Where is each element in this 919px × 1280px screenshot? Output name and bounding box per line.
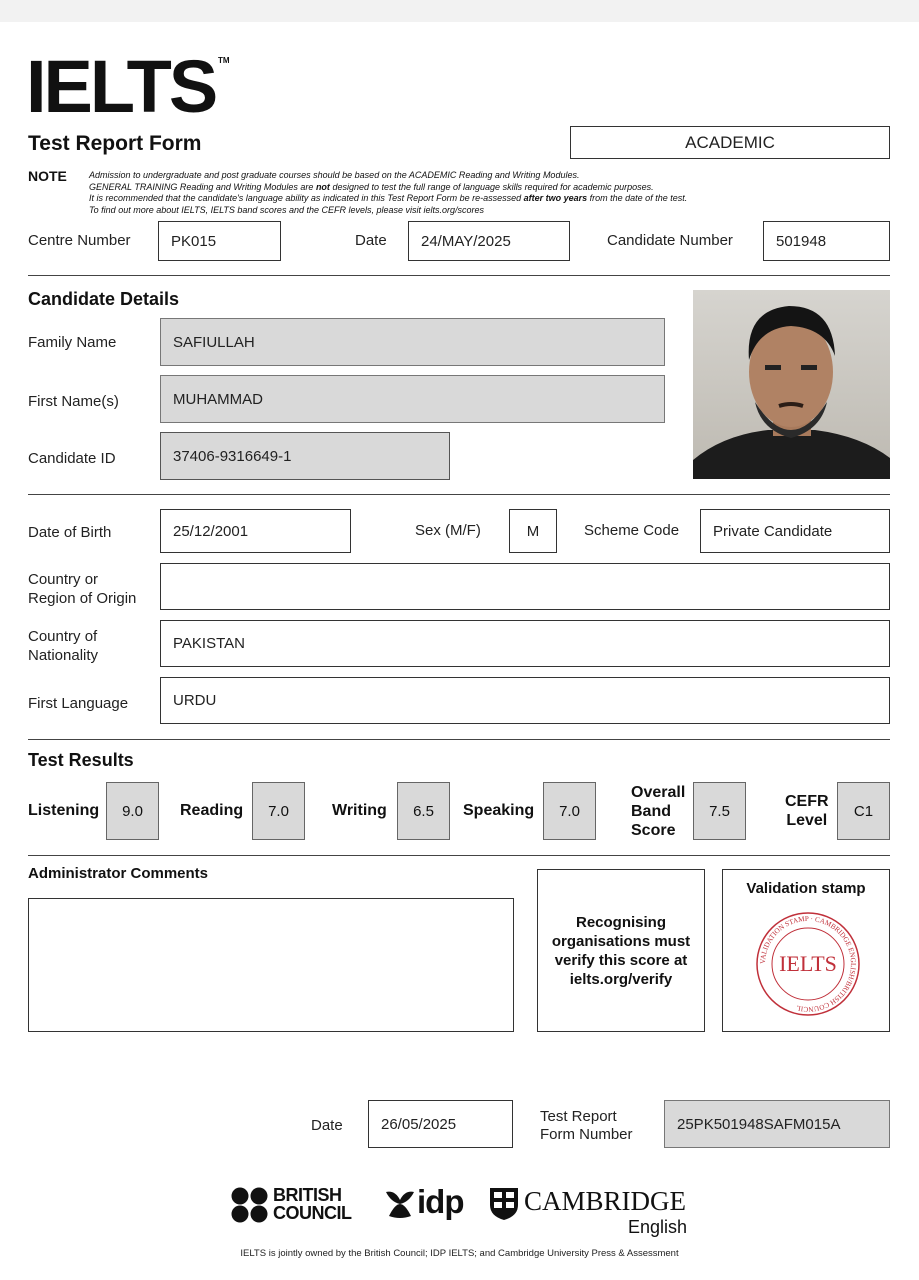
dob-label: Date of Birth xyxy=(28,524,112,541)
overall-band-label: Overall Band Score xyxy=(631,784,686,839)
issue-date-field: 26/05/2025 xyxy=(368,1100,513,1148)
candidate-number-label: Candidate Number xyxy=(607,232,733,249)
candidate-photo xyxy=(693,290,890,479)
writing-score: 6.5 xyxy=(397,782,450,840)
centre-number-field: PK015 xyxy=(158,221,281,261)
candidate-id-label: Candidate ID xyxy=(28,450,116,467)
admin-comments-box xyxy=(28,898,514,1032)
first-language-label: First Language xyxy=(28,695,129,712)
validation-stamp xyxy=(754,910,862,1018)
first-name-label: First Name(s) xyxy=(28,393,119,410)
speaking-label: Speaking xyxy=(463,802,535,819)
test-date-label: Date xyxy=(355,232,387,249)
validation-stamp-label: Validation stamp xyxy=(746,880,866,897)
british-council-logo: BRITISH COUNCIL xyxy=(231,1186,361,1224)
note-label: NOTE xyxy=(28,168,67,184)
listening-label: Listening xyxy=(28,802,100,819)
idp-logo: idp xyxy=(383,1186,468,1222)
trademark-mark: TM xyxy=(218,56,230,65)
top-strip xyxy=(0,0,919,22)
cefr-level-value: C1 xyxy=(837,782,890,840)
divider xyxy=(28,275,890,276)
sex-label: Sex (M/F) xyxy=(415,522,481,539)
speaking-score: 7.0 xyxy=(543,782,596,840)
verify-notice: Recognising organisations must verify this score at ielts.org/verify xyxy=(537,869,705,1032)
first-language-field: URDU xyxy=(160,677,890,724)
divider xyxy=(28,855,890,856)
issue-date-label: Date xyxy=(311,1117,343,1134)
svg-text:VALIDATION STAMP · CAMBRIDGE E: VALIDATION STAMP · CAMBRIDGE ENGLISH/BRITISH COUNCIL xyxy=(758,914,858,1014)
test-date-field: 24/MAY/2025 xyxy=(408,221,570,261)
module-box: ACADEMIC xyxy=(570,126,890,159)
scheme-code-label: Scheme Code xyxy=(584,522,680,539)
family-name-field: SAFIULLAH xyxy=(160,318,665,366)
nationality-label: Country of Nationality xyxy=(28,628,99,664)
ownership-note: IELTS is jointly owned by the British Council; IDP IELTS; and Cambridge University Press & Assessment xyxy=(240,1248,679,1259)
validation-stamp-box xyxy=(722,869,890,1032)
form-title: Test Report Form xyxy=(28,132,202,155)
trf-number-field: 25PK501948SAFM015A xyxy=(664,1100,890,1148)
origin-field xyxy=(160,563,890,610)
centre-number-label: Centre Number xyxy=(28,232,131,249)
ielts-logo: IELTS xyxy=(26,45,216,128)
divider xyxy=(28,494,890,495)
note-text: Admission to undergraduate and post graduate courses should be based on the ACADEMIC Reading and Writing Modules. GENERAL TRAINING Reading and Writing Modules are not designed to test the full range of language skills required for academic purposes. It is recommended that the candidate's language ability as indicated in this Test Report Form be re-assessed after two years from the date of the test. To find out more about IELTS, IELTS band scores and the CEFR levels, please visit ielts.org/scores xyxy=(89,170,688,215)
candidate-number-field: 501948 xyxy=(763,221,890,261)
nationality-field: PAKISTAN xyxy=(160,620,890,667)
first-name-field: MUHAMMAD xyxy=(160,375,665,423)
family-name-label: Family Name xyxy=(28,334,117,351)
origin-label: Country or Region of Origin xyxy=(28,571,137,607)
admin-comments-label: Administrator Comments xyxy=(28,865,209,882)
listening-score: 9.0 xyxy=(106,782,159,840)
cambridge-english-logo: CAMBRIDGE English xyxy=(489,1186,689,1241)
sex-field: M xyxy=(509,509,557,553)
reading-label: Reading xyxy=(180,802,244,819)
writing-label: Writing xyxy=(332,802,387,819)
overall-band-score: 7.5 xyxy=(693,782,746,840)
cefr-level-label: CEFR Level xyxy=(785,793,829,829)
test-results-title: Test Results xyxy=(28,750,134,770)
trf-number-label: Test Report Form Number xyxy=(540,1108,633,1143)
divider xyxy=(28,739,890,740)
dob-field: 25/12/2001 xyxy=(160,509,351,553)
reading-score: 7.0 xyxy=(252,782,305,840)
scheme-code-field: Private Candidate xyxy=(700,509,890,553)
svg-text:IELTS: IELTS xyxy=(779,951,837,976)
candidate-details-title: Candidate Details xyxy=(28,289,180,309)
candidate-id-field: 37406-9316649-1 xyxy=(160,432,450,480)
